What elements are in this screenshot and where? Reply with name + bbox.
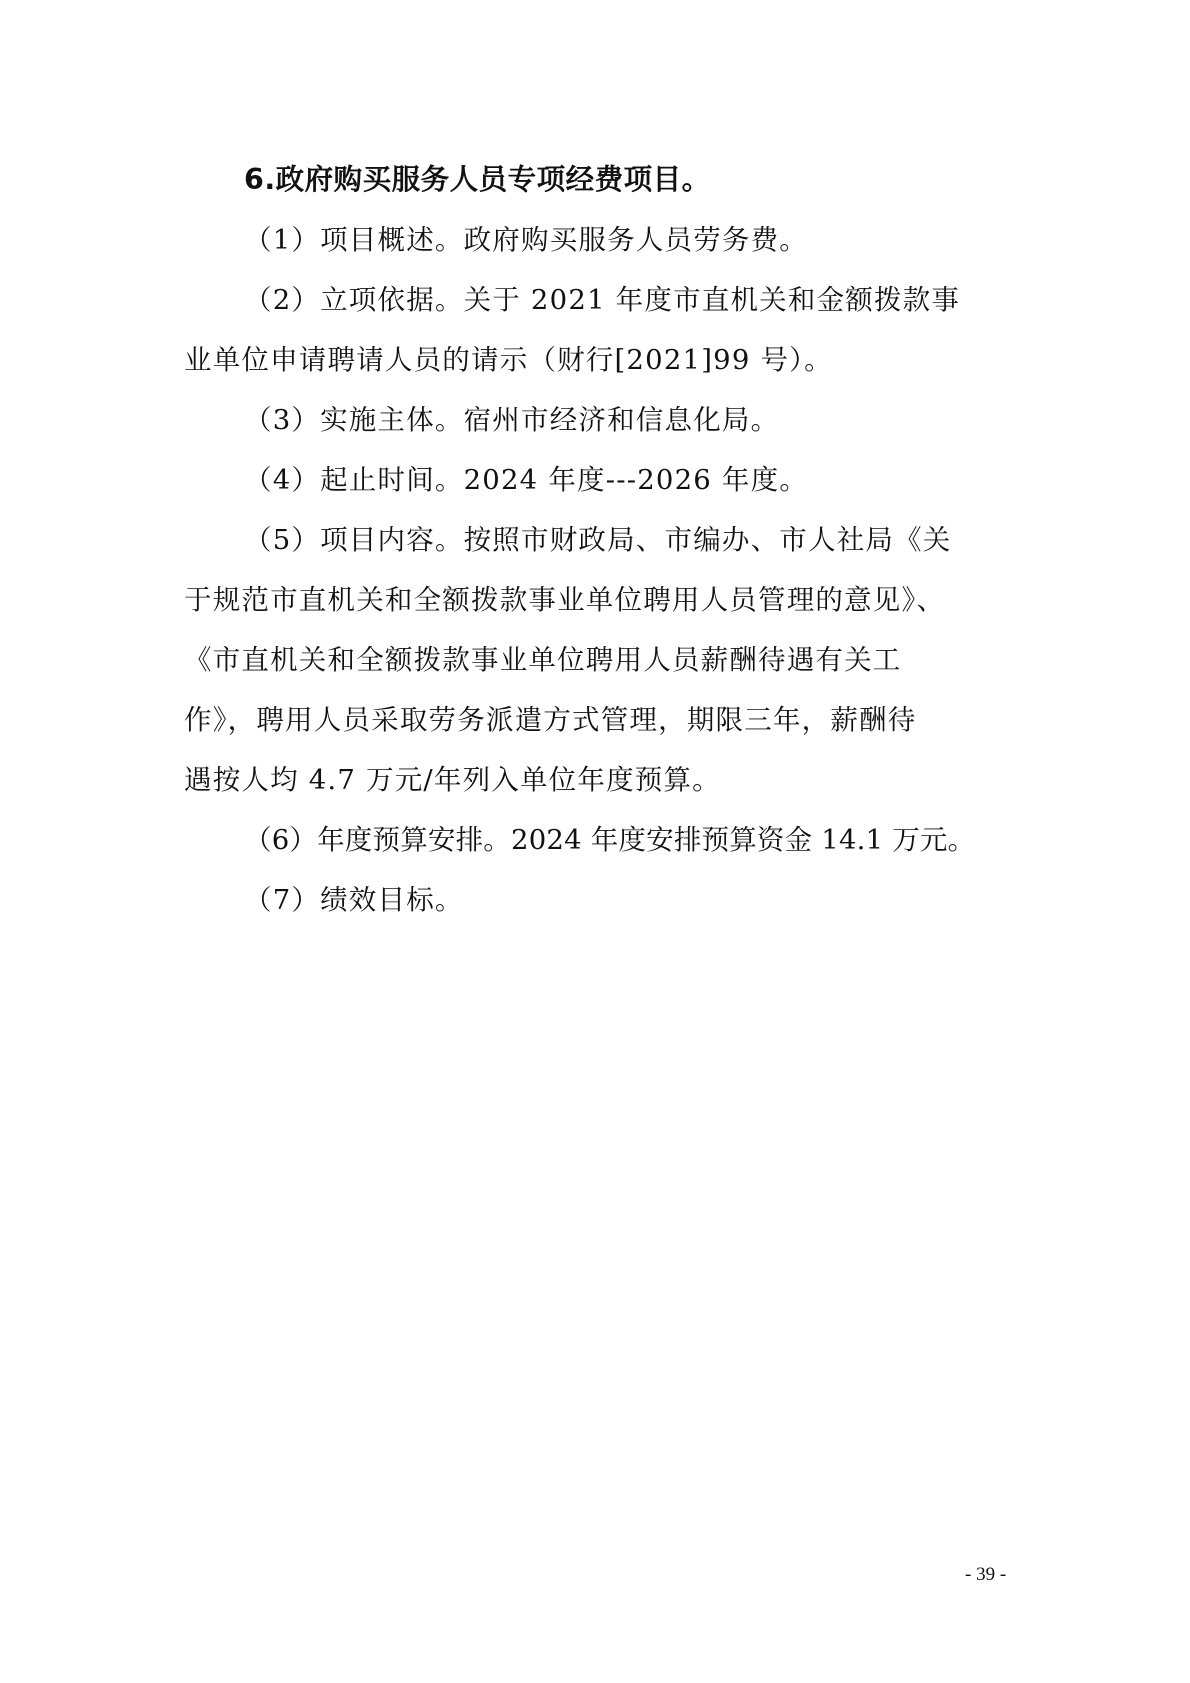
paragraph-line: 于规范市直机关和全额拨款事业单位聘用人员管理的意见》、 — [184, 584, 946, 616]
paragraph-entity — [184, 390, 1012, 450]
paragraph-line: （2）立项依据。关于 2021 年度市直机关和金额拨款事 — [244, 284, 961, 316]
paragraph-content — [184, 510, 1012, 810]
paragraph-period — [184, 450, 1012, 510]
paragraph-line: （7）绩效目标。 — [244, 884, 464, 916]
paragraph-line: 业单位申请聘请人员的请示（财行[2021]99 号）。 — [184, 344, 833, 376]
paragraph-basis — [184, 270, 1012, 390]
paragraph-budget — [184, 810, 1012, 870]
paragraph-line: （3）实施主体。宿州市经济和信息化局。 — [244, 404, 780, 436]
paragraph-goals — [184, 870, 1012, 930]
document-body — [184, 150, 1012, 930]
paragraph-line: （5）项目内容。按照市财政局、市编办、市人社局《关 — [244, 524, 952, 556]
paragraph-line: （4）起止时间。2024 年度---2026 年度。 — [244, 464, 809, 496]
page-number: - 39 - — [965, 1564, 1007, 1585]
paragraph-line: 遇按人均 4.7 万元/年列入单位年度预算。 — [184, 764, 721, 796]
paragraph-line: 作》，聘用人员采取劳务派遣方式管理，期限三年，薪酬待 — [184, 704, 917, 736]
paragraph-overview — [184, 210, 1012, 270]
section-heading: 6.政府购买服务人员专项经费项目。 — [244, 163, 711, 196]
paragraph-line: （6）年度预算安排。2024 年度安排预算资金 14.1 万元。 — [244, 824, 976, 856]
paragraph-line: （1）项目概述。政府购买服务人员劳务费。 — [244, 224, 808, 256]
paragraph-line: 《市直机关和全额拨款事业单位聘用人员薪酬待遇有关工 — [184, 644, 902, 676]
